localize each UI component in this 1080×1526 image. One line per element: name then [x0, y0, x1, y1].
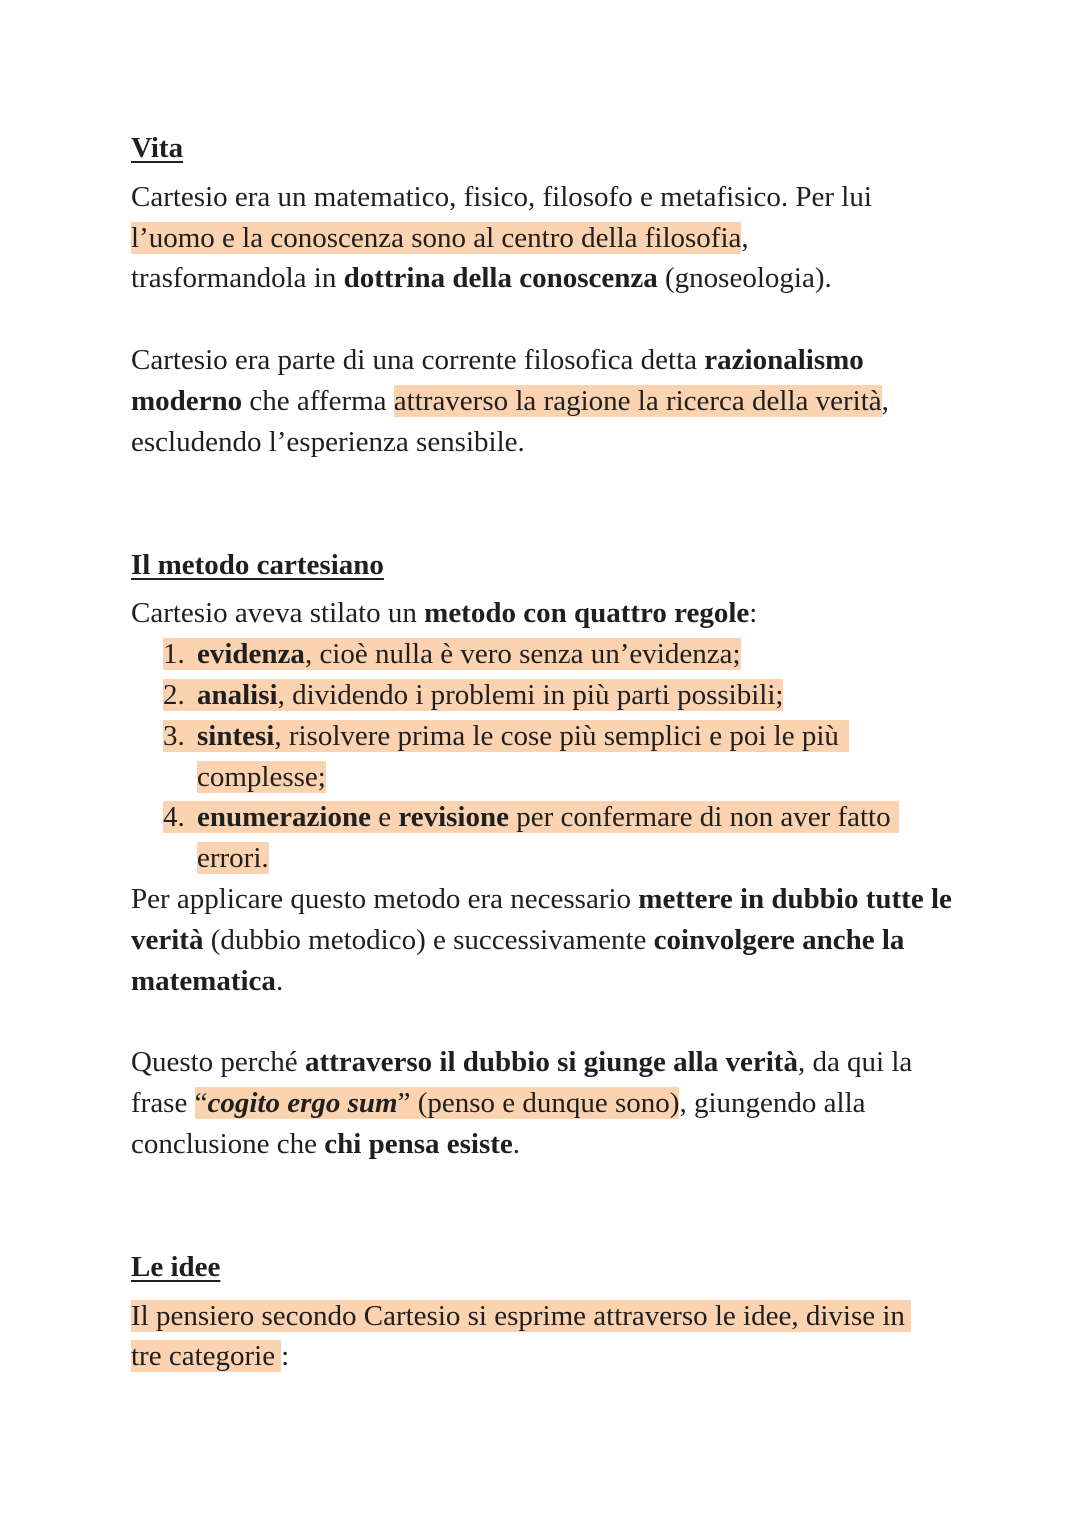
paragraph-dubbio	[131, 879, 961, 1001]
text-run: , giungendo alla conclusione che	[131, 1087, 866, 1160]
bold-italic-term: cogito ergo sum	[207, 1087, 398, 1120]
bold-term: sintesi	[197, 719, 275, 752]
bold-term: evidenza	[197, 638, 305, 671]
text-run: .	[512, 1127, 521, 1160]
text-run: ,	[741, 221, 749, 254]
highlight: l’uomo e la conoscenza sono al centro della filosofia	[131, 221, 742, 254]
text-run: “	[194, 1087, 208, 1120]
text-run: e	[370, 801, 399, 834]
text-run: per confermare di non aver fatto	[508, 801, 891, 834]
text-run: Cartesio era un matematico, fisico, filosofo e metafisico. Per lui	[131, 180, 872, 213]
text-run: trasformandola in	[131, 262, 344, 295]
list-number: 1.	[163, 638, 185, 671]
highlight	[195, 1087, 680, 1119]
bold-term: revisione	[398, 801, 509, 834]
text-run: Questo perché	[131, 1046, 305, 1079]
document-page	[131, 128, 961, 1377]
text-run: , cioè nulla è vero senza un’evidenza;	[304, 638, 741, 671]
section-heading-metodo: Il metodo cartesiano	[131, 548, 384, 581]
paragraph-vita-2	[131, 340, 961, 462]
rules-list	[131, 634, 961, 879]
highlight	[163, 720, 849, 752]
list-item	[163, 634, 961, 675]
text-run: , dividendo i problemi in più parti possibili;	[277, 678, 784, 711]
list-item	[163, 797, 961, 879]
paragraph-idee	[131, 1296, 931, 1378]
list-number: 2.	[163, 678, 185, 711]
text-run: ,	[881, 384, 889, 417]
text-run: Cartesio aveva stilato un	[131, 597, 425, 630]
text-run: che afferma	[242, 384, 394, 417]
text-run: , da qui la frase	[131, 1046, 913, 1120]
text-run: (gnoseologia).	[657, 262, 832, 295]
paragraph-metodo-intro	[131, 593, 961, 634]
text-run: :	[749, 597, 758, 630]
text-run: Per applicare questo metodo era necessario	[131, 882, 639, 915]
list-number: 3.	[163, 719, 185, 752]
text-run: (dubbio metodico) e successivamente	[203, 923, 654, 956]
bold-term: razionalismo moderno	[131, 344, 864, 417]
section-heading-idee: Le idee	[131, 1250, 221, 1283]
highlight: Il pensiero secondo Cartesio si esprime attraverso le idee, divise in tre categorie	[131, 1300, 911, 1373]
paragraph-cogito	[131, 1042, 961, 1164]
highlight: complesse;	[197, 760, 326, 793]
text-run: .	[275, 964, 284, 997]
bold-term: metodo con quattro regole	[424, 597, 750, 630]
highlight	[163, 679, 783, 711]
list-number: 4.	[163, 801, 185, 834]
bold-term: enumerazione	[197, 801, 371, 834]
highlight: errori.	[197, 842, 269, 875]
paragraph-vita-1	[131, 177, 961, 299]
bold-term: chi pensa esiste	[324, 1127, 513, 1160]
bold-term: attraverso il dubbio si giunge alla verità	[304, 1046, 798, 1079]
highlight	[163, 638, 741, 670]
text-run: , risolvere prima le cose più semplici e poi le più	[274, 719, 839, 752]
section-heading-vita: Vita	[131, 132, 184, 164]
list-item	[163, 716, 961, 798]
highlight: attraverso la ragione la ricerca della verità	[393, 384, 882, 417]
bold-term: analisi	[197, 678, 278, 711]
list-item	[163, 675, 961, 716]
bold-term: coinvolgere anche la matematica	[131, 923, 905, 997]
text-run: :	[281, 1340, 290, 1373]
bold-term: dottrina della conoscenza	[343, 262, 658, 295]
text-run: Cartesio era parte di una corrente filosofica detta	[131, 344, 705, 377]
text-run: ” (penso e dunque sono)	[397, 1087, 680, 1120]
bold-term: mettere in dubbio tutte le verità	[131, 882, 952, 956]
highlight	[163, 801, 899, 833]
text-run: escludendo l’esperienza sensibile.	[131, 425, 525, 458]
